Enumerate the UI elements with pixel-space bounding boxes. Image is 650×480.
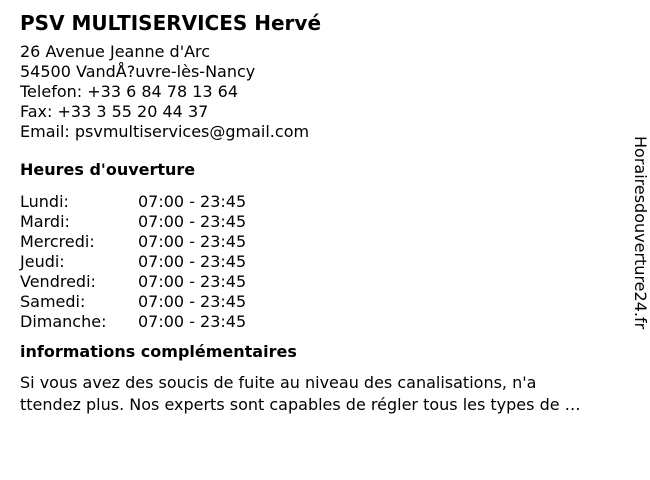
hours-row-sunday [20, 312, 610, 332]
hours-value: 07:00 - 23:45 [138, 292, 247, 311]
address-line-1: 26 Avenue Jeanne d'Arc [20, 42, 211, 61]
hours-value: 07:00 - 23:45 [138, 192, 247, 211]
day-label: Mardi: [20, 212, 70, 231]
hours-row-wednesday [20, 232, 610, 252]
hours-value: 07:00 - 23:45 [138, 212, 247, 231]
phone-number: Telefon: +33 6 84 78 13 64 [20, 82, 239, 101]
info-text-line-2: ttendez plus. Nos experts sont capables de régler tous les types de … [20, 395, 581, 414]
additional-info-heading: informations complémentaires [20, 342, 297, 361]
hours-row-saturday [20, 292, 610, 312]
day-label: Dimanche: [20, 312, 107, 331]
day-label: Mercredi: [20, 232, 95, 251]
opening-hours-table [20, 192, 610, 332]
day-label: Vendredi: [20, 272, 96, 291]
fax-number: Fax: +33 3 55 20 44 37 [20, 102, 209, 121]
hours-row-monday [20, 192, 610, 212]
hours-value: 07:00 - 23:45 [138, 252, 247, 271]
email-address: Email: psvmultiservices@gmail.com [20, 122, 310, 141]
hours-row-friday [20, 272, 610, 292]
business-name: PSV MULTISERVICES Hervé [20, 11, 322, 35]
hours-row-tuesday [20, 212, 610, 232]
business-card [20, 10, 610, 416]
hours-row-thursday [20, 252, 610, 272]
info-text-line-1: Si vous avez des soucis de fuite au niveau des canalisations, n'a [20, 373, 537, 392]
hours-value: 07:00 - 23:45 [138, 232, 247, 251]
address-line-2: 54500 VandÅ?uvre-lès-Nancy [20, 62, 256, 81]
day-label: Jeudi: [20, 252, 65, 271]
opening-hours-heading: Heures d'ouverture [20, 160, 196, 179]
hours-value: 07:00 - 23:45 [138, 312, 247, 331]
hours-value: 07:00 - 23:45 [138, 272, 247, 291]
day-label: Lundi: [20, 192, 69, 211]
additional-info-text [20, 372, 628, 416]
day-label: Samedi: [20, 292, 86, 311]
